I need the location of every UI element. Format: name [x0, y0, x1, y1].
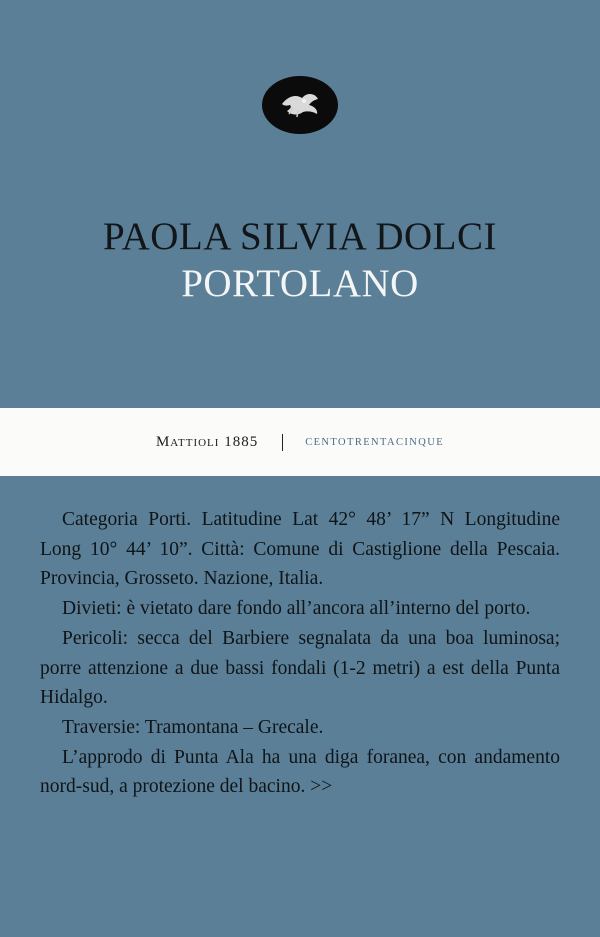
excerpt-paragraph: Pericoli: secca del Barbiere segnalata da una boa luminosa; porre attenzione a due bassi fondali (1-2 metri) a est della Punta Hidalgo.: [40, 627, 560, 709]
cover-top-panel: [0, 0, 600, 408]
publisher-emblem-icon: [260, 74, 340, 136]
cover-bottom-panel: [0, 476, 600, 937]
back-excerpt: [40, 505, 560, 802]
separator: [282, 434, 283, 451]
series-name: CENTOTRENTACINQUE: [305, 436, 445, 448]
book-title: PORTOLANO: [181, 262, 419, 305]
excerpt-paragraph: L’approdo di Punta Ala ha una diga foranea, con andamento nord-sud, a protezione del bacino. >>: [40, 746, 560, 798]
excerpt-paragraph: Traversie: Tramontana – Grecale.: [62, 716, 324, 738]
author-name: PAOLA SILVIA DOLCI: [102, 215, 497, 258]
excerpt-paragraph: Categoria Porti. Latitudine Lat 42° 48’ 17” N Longitudine Long 10° 44’ 10”. Città: Comune di Castiglione della Pescaia. Provincia, Grosseto. Nazione, Italia.: [40, 509, 560, 590]
publisher-band: [0, 408, 600, 476]
publisher-name: Mattioli 1885: [155, 433, 259, 450]
excerpt-paragraph: Divieti: è vietato dare fondo all’ancora all’interno del porto.: [62, 598, 531, 620]
